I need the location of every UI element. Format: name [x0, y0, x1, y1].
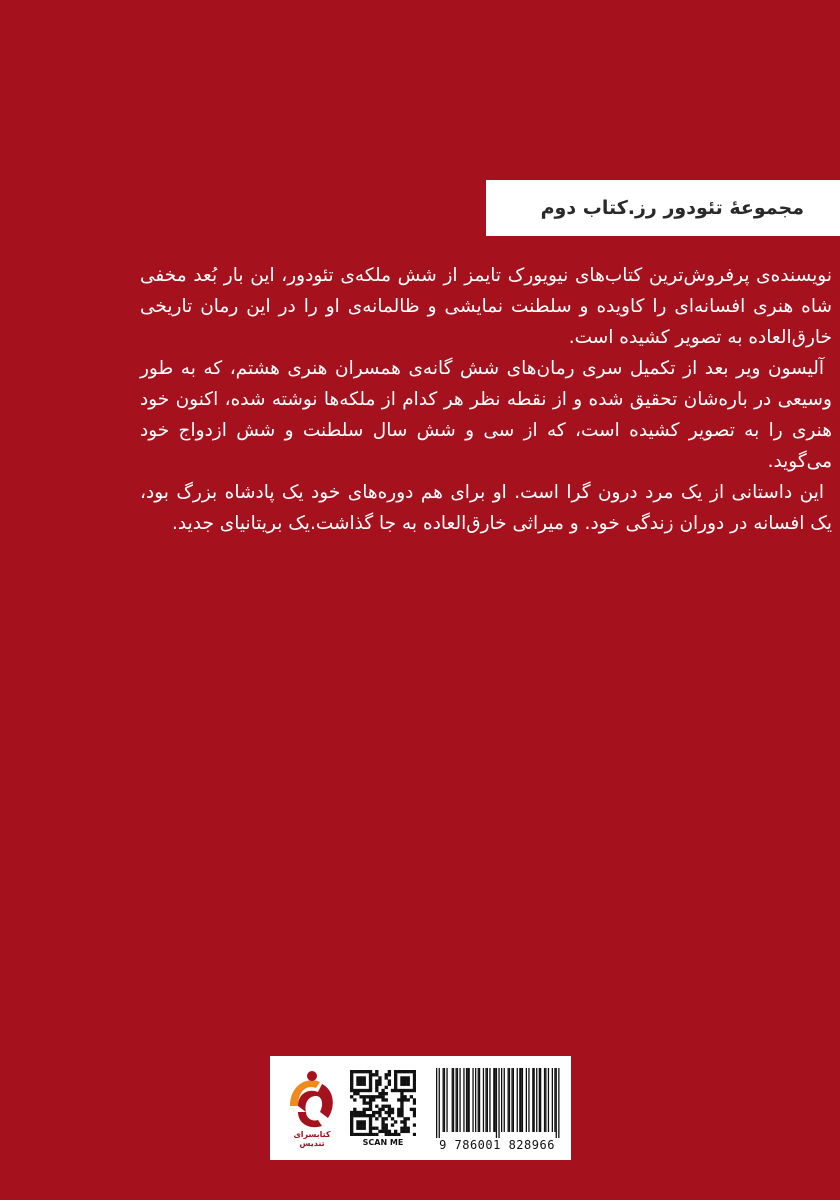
barcode-bar [556, 1068, 557, 1138]
barcode-bar [526, 1068, 527, 1132]
barcode-bar [436, 1068, 437, 1138]
qr-module [353, 1111, 356, 1114]
qr-module [359, 1133, 362, 1136]
barcode-bar [552, 1068, 553, 1132]
qr-module [400, 1127, 403, 1130]
qr-module [385, 1130, 388, 1133]
qr-module [391, 1111, 394, 1114]
qr-module [394, 1076, 397, 1079]
barcode-bar [528, 1068, 529, 1132]
qr-module [410, 1070, 413, 1073]
barcode-bar [508, 1068, 509, 1132]
qr-module [413, 1086, 416, 1089]
qr-module [378, 1130, 381, 1133]
qr-module [403, 1127, 406, 1130]
qr-module [372, 1098, 375, 1101]
qr-module [394, 1130, 397, 1133]
qr-module [375, 1070, 378, 1073]
qr-module [391, 1123, 394, 1126]
back-cover-blurb [140, 260, 832, 539]
qr-module [388, 1070, 391, 1073]
qr-module [410, 1108, 413, 1111]
qr-module [403, 1070, 406, 1073]
qr-module [359, 1127, 362, 1130]
qr-module [388, 1114, 391, 1117]
qr-module [397, 1133, 400, 1136]
qr-module [413, 1079, 416, 1082]
barcode-bar [540, 1068, 541, 1132]
qr-module [403, 1089, 406, 1092]
qr-module [350, 1114, 353, 1117]
qr-module [397, 1114, 400, 1117]
barcode-bar [439, 1068, 440, 1138]
barcode-bar [479, 1068, 480, 1132]
qr-module [385, 1123, 388, 1126]
barcode-bar [511, 1068, 512, 1132]
qr-module [369, 1079, 372, 1082]
qr-module [381, 1105, 384, 1108]
qr-module [403, 1098, 406, 1101]
isbn-barcode [426, 1068, 568, 1160]
qr-module [356, 1076, 359, 1079]
barcode-bar [446, 1068, 447, 1132]
qr-module [394, 1089, 397, 1092]
barcode-bar [545, 1068, 546, 1132]
qr-module [350, 1089, 353, 1092]
qr-module [400, 1101, 403, 1104]
barcode-bar [483, 1068, 484, 1132]
qr-module [363, 1070, 366, 1073]
qr-module [363, 1076, 366, 1079]
qr-module [403, 1095, 406, 1098]
blurb-paragraph-3: این داستانی از یک مرد درون گرا است. او برای هم دوره‌های خود یک پادشاه بزرگ بود، یک افسانه در دوران زندگی خود. و میراثی خارق‌العاده به جا گذاشت.یک بریتانیای جدید. [140, 482, 832, 534]
qr-module [356, 1114, 359, 1117]
qr-module [353, 1108, 356, 1111]
qr-module [394, 1083, 397, 1086]
qr-module [369, 1108, 372, 1111]
barcode-bar [558, 1068, 559, 1138]
qr-module [369, 1101, 372, 1104]
qr-module [400, 1120, 403, 1123]
barcode-bar [501, 1068, 502, 1132]
qr-module [372, 1127, 375, 1130]
qr-module [400, 1130, 403, 1133]
qr-module [350, 1117, 353, 1120]
qr-module [359, 1114, 362, 1117]
qr-module [381, 1108, 384, 1111]
qr-module [356, 1120, 359, 1123]
qr-module [400, 1070, 403, 1073]
barcode-bar [498, 1068, 499, 1138]
qr-module [350, 1076, 353, 1079]
qr-module [372, 1133, 375, 1136]
qr-module [394, 1079, 397, 1082]
qr-module [372, 1073, 375, 1076]
qr-module [400, 1098, 403, 1101]
qr-module [391, 1117, 394, 1120]
barcode-bar [495, 1068, 496, 1132]
qr-module [369, 1130, 372, 1133]
qr-module [369, 1133, 372, 1136]
qr-module [381, 1127, 384, 1130]
qr-module [363, 1127, 366, 1130]
qr-module [385, 1098, 388, 1101]
qr-module [375, 1086, 378, 1089]
qr-module [394, 1120, 397, 1123]
qr-module [350, 1083, 353, 1086]
qr-module [356, 1127, 359, 1130]
qr-module [372, 1114, 375, 1117]
qr-module [378, 1076, 381, 1079]
series-title: مجموعهٔ تئودور رز.کتاب دوم [540, 197, 804, 219]
barcode-bar [456, 1068, 457, 1132]
qr-module [407, 1083, 410, 1086]
barcode-bar [493, 1068, 494, 1132]
qr-module [353, 1133, 356, 1136]
qr-module [369, 1117, 372, 1120]
qr-module [413, 1073, 416, 1076]
qr-module [359, 1089, 362, 1092]
qr-module [363, 1120, 366, 1123]
qr-caption: SCAN ME [350, 1138, 416, 1147]
qr-module [388, 1108, 391, 1111]
qr-module [400, 1114, 403, 1117]
qr-module [356, 1092, 359, 1095]
qr-module [400, 1111, 403, 1114]
qr-module [350, 1070, 353, 1073]
qr-module [366, 1089, 369, 1092]
qr-module [385, 1076, 388, 1079]
qr-module [385, 1117, 388, 1120]
qr-module [381, 1117, 384, 1120]
barcode-bar [485, 1068, 486, 1132]
barcode-bar [453, 1068, 454, 1132]
qr-module [388, 1073, 391, 1076]
qr-module [400, 1089, 403, 1092]
barcode-bar [504, 1068, 505, 1132]
qr-module [385, 1073, 388, 1076]
qr-module [378, 1114, 381, 1117]
qr-module [410, 1089, 413, 1092]
qr-module [375, 1089, 378, 1092]
qr-module [381, 1095, 384, 1098]
qr-module [388, 1130, 391, 1133]
qr-module [353, 1114, 356, 1117]
barcode-bar [487, 1068, 488, 1132]
qr-module [403, 1117, 406, 1120]
qr-module [366, 1108, 369, 1111]
barcode-bar [496, 1068, 497, 1138]
qr-module [366, 1095, 369, 1098]
barcode-bar [521, 1068, 522, 1132]
qr-module [413, 1089, 416, 1092]
qr-module [385, 1127, 388, 1130]
qr-module [378, 1079, 381, 1082]
barcode-bar [548, 1068, 549, 1132]
barcode-bar [536, 1068, 537, 1132]
qr-code-icon [350, 1070, 416, 1136]
qr-module [381, 1130, 384, 1133]
qr-module [378, 1108, 381, 1111]
qr-module [394, 1070, 397, 1073]
barcode-bar [519, 1068, 520, 1132]
qr-module [369, 1086, 372, 1089]
qr-module [381, 1092, 384, 1095]
qr-module [381, 1123, 384, 1126]
qr-module [359, 1120, 362, 1123]
blurb-paragraph-1: نویسنده‌ی پرفروش‌ترین کتاب‌های نیویورک تایمز از شش ملکه‌ی تئودور، این بار بُعد مخفی شاه هنری افسانه‌ای را کاویده و سلطنت نمایشی و ظالمانه‌ی او را در این رمان تاریخی خارق‌العاده به تصویر کشیده است. [140, 265, 832, 348]
qr-module [400, 1079, 403, 1082]
qr-module [363, 1089, 366, 1092]
qr-module [413, 1133, 416, 1136]
qr-module [375, 1079, 378, 1082]
qr-module [369, 1095, 372, 1098]
qr-module [385, 1111, 388, 1114]
qr-module [403, 1120, 406, 1123]
qr-module [350, 1111, 353, 1114]
qr-module [375, 1111, 378, 1114]
qr-module [403, 1130, 406, 1133]
qr-module [372, 1111, 375, 1114]
series-banner [486, 180, 840, 236]
barcode-bar [452, 1068, 453, 1132]
barcode-bar [517, 1068, 518, 1132]
barcode-bar [509, 1068, 510, 1132]
barcode-bar [463, 1068, 464, 1132]
qr-module [388, 1105, 391, 1108]
qr-module [378, 1092, 381, 1095]
qr-module [394, 1086, 397, 1089]
qr-module [388, 1133, 391, 1136]
qr-module [385, 1105, 388, 1108]
qr-module [369, 1073, 372, 1076]
barcode-bar [522, 1068, 523, 1132]
qr-module [407, 1127, 410, 1130]
qr-module [353, 1070, 356, 1073]
qr-module [413, 1114, 416, 1117]
qr-module [350, 1130, 353, 1133]
qr-module [363, 1108, 366, 1111]
qr-module [397, 1089, 400, 1092]
qr-module [400, 1076, 403, 1079]
qr-module [363, 1123, 366, 1126]
qr-module [372, 1095, 375, 1098]
qr-module [353, 1098, 356, 1101]
barcode-bar [467, 1068, 468, 1132]
qr-module [378, 1083, 381, 1086]
qr-module [413, 1101, 416, 1104]
qr-module [397, 1070, 400, 1073]
qr-module [413, 1111, 416, 1114]
qr-module [397, 1098, 400, 1101]
qr-module [356, 1089, 359, 1092]
barcode-bar [544, 1068, 545, 1132]
qr-module [385, 1086, 388, 1089]
isbn-number: 9 786001 828966 [439, 1138, 555, 1152]
qr-module [350, 1120, 353, 1123]
qr-module [413, 1076, 416, 1079]
qr-module [353, 1092, 356, 1095]
barcode-bar [554, 1068, 555, 1132]
qr-module [375, 1133, 378, 1136]
qr-module [407, 1098, 410, 1101]
qr-module [363, 1101, 366, 1104]
qr-module [350, 1073, 353, 1076]
qr-module [350, 1079, 353, 1082]
qr-module [407, 1076, 410, 1079]
qr-module [350, 1095, 353, 1098]
qr-module [407, 1079, 410, 1082]
qr-module [407, 1070, 410, 1073]
qr-module [407, 1117, 410, 1120]
qr-module [350, 1127, 353, 1130]
barcode-bar [457, 1068, 458, 1132]
qr-module [413, 1070, 416, 1073]
qr-module [363, 1098, 366, 1101]
qr-module [363, 1095, 366, 1098]
qr-module [394, 1133, 397, 1136]
qr-module [363, 1111, 366, 1114]
barcode-bar [475, 1068, 476, 1132]
qr-module [403, 1076, 406, 1079]
qr-module [388, 1079, 391, 1082]
qr-module [359, 1076, 362, 1079]
qr-module [400, 1092, 403, 1095]
qr-module [356, 1111, 359, 1114]
barcode-bar [532, 1068, 533, 1132]
qr-module [413, 1123, 416, 1126]
qr-module [369, 1123, 372, 1126]
barcode-bar [472, 1068, 473, 1132]
qr-module [363, 1114, 366, 1117]
qr-module [403, 1083, 406, 1086]
qr-module [391, 1108, 394, 1111]
qr-module [397, 1111, 400, 1114]
qr-module [381, 1089, 384, 1092]
qr-module [366, 1101, 369, 1104]
qr-module [366, 1133, 369, 1136]
qr-module [375, 1105, 378, 1108]
qr-module [359, 1123, 362, 1126]
qr-module [369, 1083, 372, 1086]
barcode-bar [469, 1068, 470, 1132]
qr-module [410, 1095, 413, 1098]
publisher-logo [276, 1066, 348, 1150]
qr-module [363, 1079, 366, 1082]
qr-module [381, 1120, 384, 1123]
qr-module [407, 1130, 410, 1133]
barcode-bar [534, 1068, 535, 1132]
qr-module [350, 1086, 353, 1089]
qr-module [394, 1073, 397, 1076]
qr-module [350, 1133, 353, 1136]
barcode-bar [459, 1068, 460, 1132]
qr-module [400, 1095, 403, 1098]
qr-module [391, 1133, 394, 1136]
barcode-bar [513, 1068, 514, 1132]
qr-module [375, 1117, 378, 1120]
qr-module [400, 1105, 403, 1108]
qr-module [375, 1127, 378, 1130]
barcode-bar [539, 1068, 540, 1132]
qr-module [397, 1108, 400, 1111]
qr-module [369, 1120, 372, 1123]
barcode-bar [489, 1068, 490, 1132]
qr-module [356, 1083, 359, 1086]
qr-module [359, 1079, 362, 1082]
qr-module [378, 1111, 381, 1114]
qr-module [413, 1098, 416, 1101]
qr-module [400, 1108, 403, 1111]
qr-module [378, 1095, 381, 1098]
qr-module [385, 1133, 388, 1136]
qr-module [385, 1092, 388, 1095]
qr-module [381, 1098, 384, 1101]
qr-module [369, 1098, 372, 1101]
qr-module [391, 1089, 394, 1092]
qr-module [359, 1070, 362, 1073]
qr-module [363, 1133, 366, 1136]
qr-module [359, 1095, 362, 1098]
qr-module [403, 1123, 406, 1126]
publisher-name: کتابسرای تندیس [293, 1130, 331, 1148]
qr-module [369, 1105, 372, 1108]
qr-module [369, 1076, 372, 1079]
qr-module [369, 1127, 372, 1130]
qr-module [359, 1111, 362, 1114]
qr-module [356, 1133, 359, 1136]
qr-module [400, 1083, 403, 1086]
qr-module [359, 1083, 362, 1086]
barcode-icon [426, 1068, 568, 1138]
qr-module [366, 1114, 369, 1117]
publisher-logo-icon [276, 1066, 348, 1130]
qr-module [353, 1089, 356, 1092]
barcode-bar [478, 1068, 479, 1132]
qr-module [375, 1095, 378, 1098]
qr-module [350, 1123, 353, 1126]
qr-module [375, 1083, 378, 1086]
qr-module [356, 1070, 359, 1073]
qr-module [413, 1083, 416, 1086]
qr-module [407, 1089, 410, 1092]
qr-module [413, 1108, 416, 1111]
qr-module [356, 1079, 359, 1082]
qr-module [369, 1089, 372, 1092]
qr-module [388, 1083, 391, 1086]
qr-module [388, 1111, 391, 1114]
qr-module [375, 1073, 378, 1076]
barcode-bar [444, 1068, 445, 1132]
qr-module [403, 1079, 406, 1082]
qr-block [350, 1070, 420, 1156]
barcode-bar [443, 1068, 444, 1132]
qr-module [366, 1070, 369, 1073]
blurb-paragraph-2: آلیسون ویر بعد از تکمیل سری رمان‌های شش گانه‌ی همسران هنری هشتم، که به طور وسیعی در باره‌شان تحقیق شده و از نقطه نظر هر کدام از ملکه‌ها نوشته شده، اکنون خود هنری را به تصویر کشیده است، که از سی و شش سال سلطنت و شش ازدواج خود می‌گوید. [140, 358, 832, 472]
qr-module [369, 1070, 372, 1073]
qr-module [369, 1114, 372, 1117]
barcode-bar [466, 1068, 467, 1132]
qr-module [363, 1083, 366, 1086]
qr-module [356, 1123, 359, 1126]
